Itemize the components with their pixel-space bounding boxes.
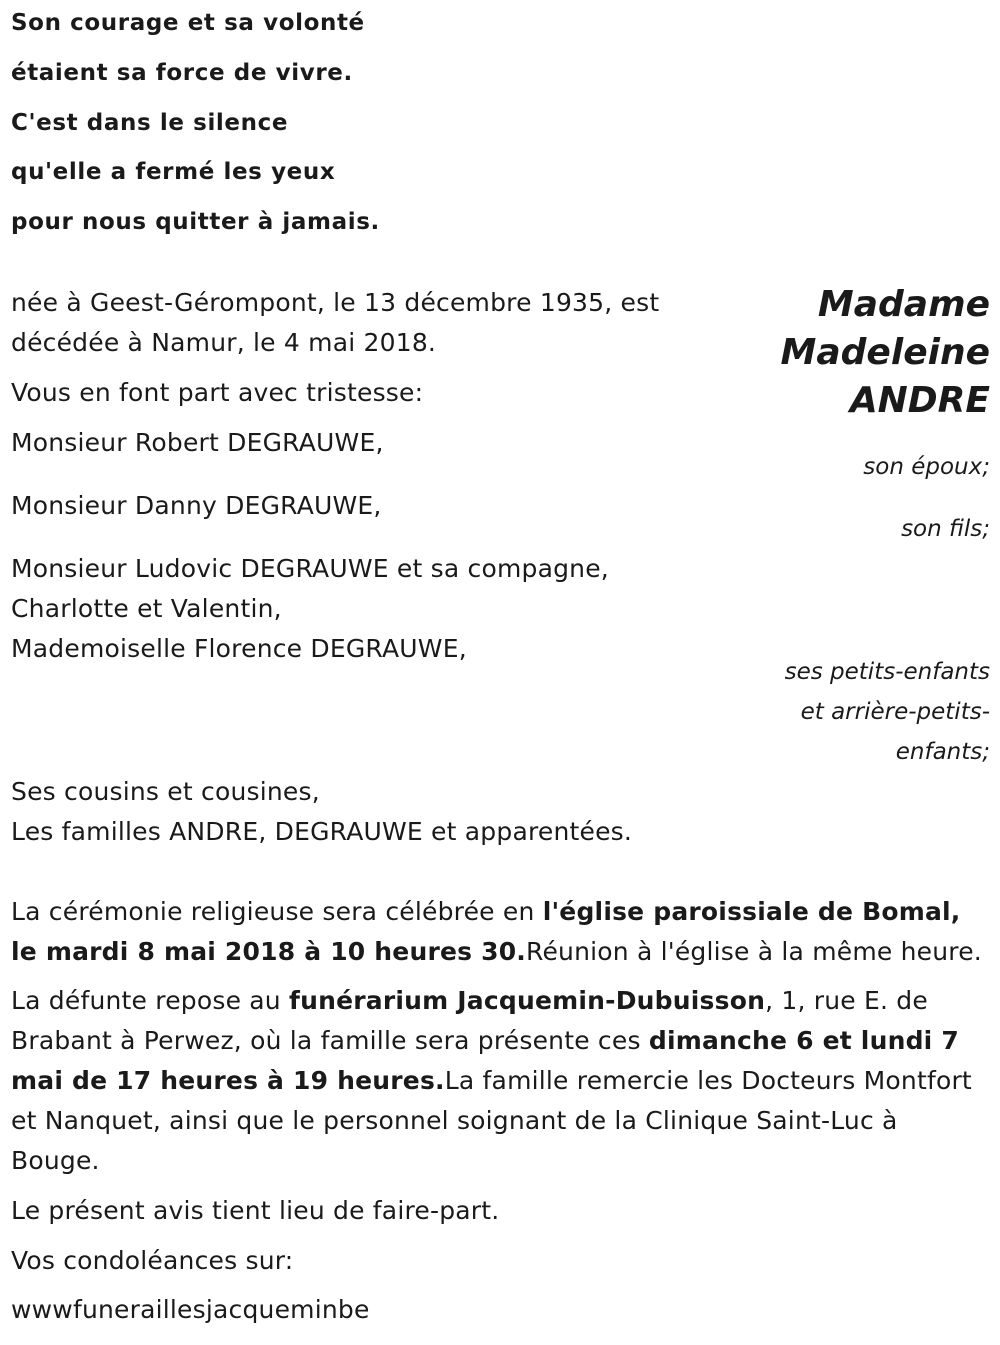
visit-hours: mai de 17 heures à 19 heures.	[11, 1066, 445, 1095]
others-line: Les familles ANDRE, DEGRAUWE et apparentées.	[11, 817, 633, 846]
family-spouse: Monsieur Robert DEGRAUWE,	[11, 428, 384, 457]
rest-text: Brabant à Perwez, où la famille sera présente ces	[11, 1026, 649, 1055]
others-line: Ses cousins et cousines,	[11, 777, 320, 806]
birth-death-line: née à Geest-Gérompont, le 13 décembre 1935, est	[11, 288, 660, 317]
rest-text: La défunte repose au	[11, 986, 290, 1015]
thanks-text: La famille remercie les Docteurs Montfort	[444, 1066, 972, 1095]
ceremony-meeting: Réunion à l'église à la même heure.	[526, 937, 982, 966]
deceased-title: Madame	[817, 284, 990, 325]
ceremony-line	[11, 937, 982, 966]
rest-line	[11, 1066, 972, 1095]
family-son: Monsieur Danny DEGRAUWE,	[11, 491, 382, 520]
grandchild-line: Monsieur Ludovic DEGRAUWE et sa compagne,	[11, 554, 609, 583]
grandchildren-relation: enfants;	[895, 739, 990, 765]
ceremony-text: La cérémonie religieuse sera célébrée en	[11, 897, 543, 926]
ceremony-date: le mardi 8 mai 2018 à 10 heures 30.	[11, 937, 526, 966]
notice-text: Le présent avis tient lieu de faire-part.	[11, 1196, 500, 1225]
grandchildren-relation: et arrière-petits-	[800, 699, 990, 725]
grandchild-line: Mademoiselle Florence DEGRAUWE,	[11, 634, 467, 663]
poem-line: pour nous quitter à jamais.	[11, 209, 380, 235]
poem-line: Son courage et sa volonté	[11, 10, 365, 36]
poem-line: C'est dans le silence	[11, 110, 289, 136]
deceased-first-name: Madeleine	[780, 332, 990, 373]
son-relation: son fils;	[901, 516, 990, 542]
ceremony-place: l'église paroissiale de Bomal,	[542, 897, 961, 926]
birth-death-line: décédée à Namur, le 4 mai 2018.	[11, 328, 437, 357]
grandchildren-relation: ses petits-enfants	[784, 659, 990, 685]
ceremony-line	[11, 897, 960, 926]
poem-line: étaient sa force de vivre.	[11, 60, 353, 86]
spouse-relation: son époux;	[863, 454, 990, 480]
condolences-label: Vos condoléances sur:	[11, 1246, 294, 1275]
rest-line	[11, 1026, 959, 1055]
website-link[interactable]: wwwfuneraillesjacqueminbe	[11, 1295, 370, 1324]
visit-days: dimanche 6 et lundi 7	[648, 1026, 959, 1055]
announce-text: Vous en font part avec tristesse:	[11, 378, 424, 407]
deceased-last-name: ANDRE	[849, 380, 990, 421]
funeral-home: funérarium Jacquemin-Dubuisson	[289, 986, 766, 1015]
grandchild-line: Charlotte et Valentin,	[11, 594, 282, 623]
rest-line: et Nanquet, ainsi que le personnel soignant de la Clinique Saint-Luc à	[11, 1106, 898, 1135]
rest-line	[11, 986, 928, 1015]
rest-address: , 1, rue E. de	[765, 986, 928, 1015]
rest-line: Bouge.	[11, 1146, 100, 1175]
poem-line: qu'elle a fermé les yeux	[11, 159, 336, 185]
